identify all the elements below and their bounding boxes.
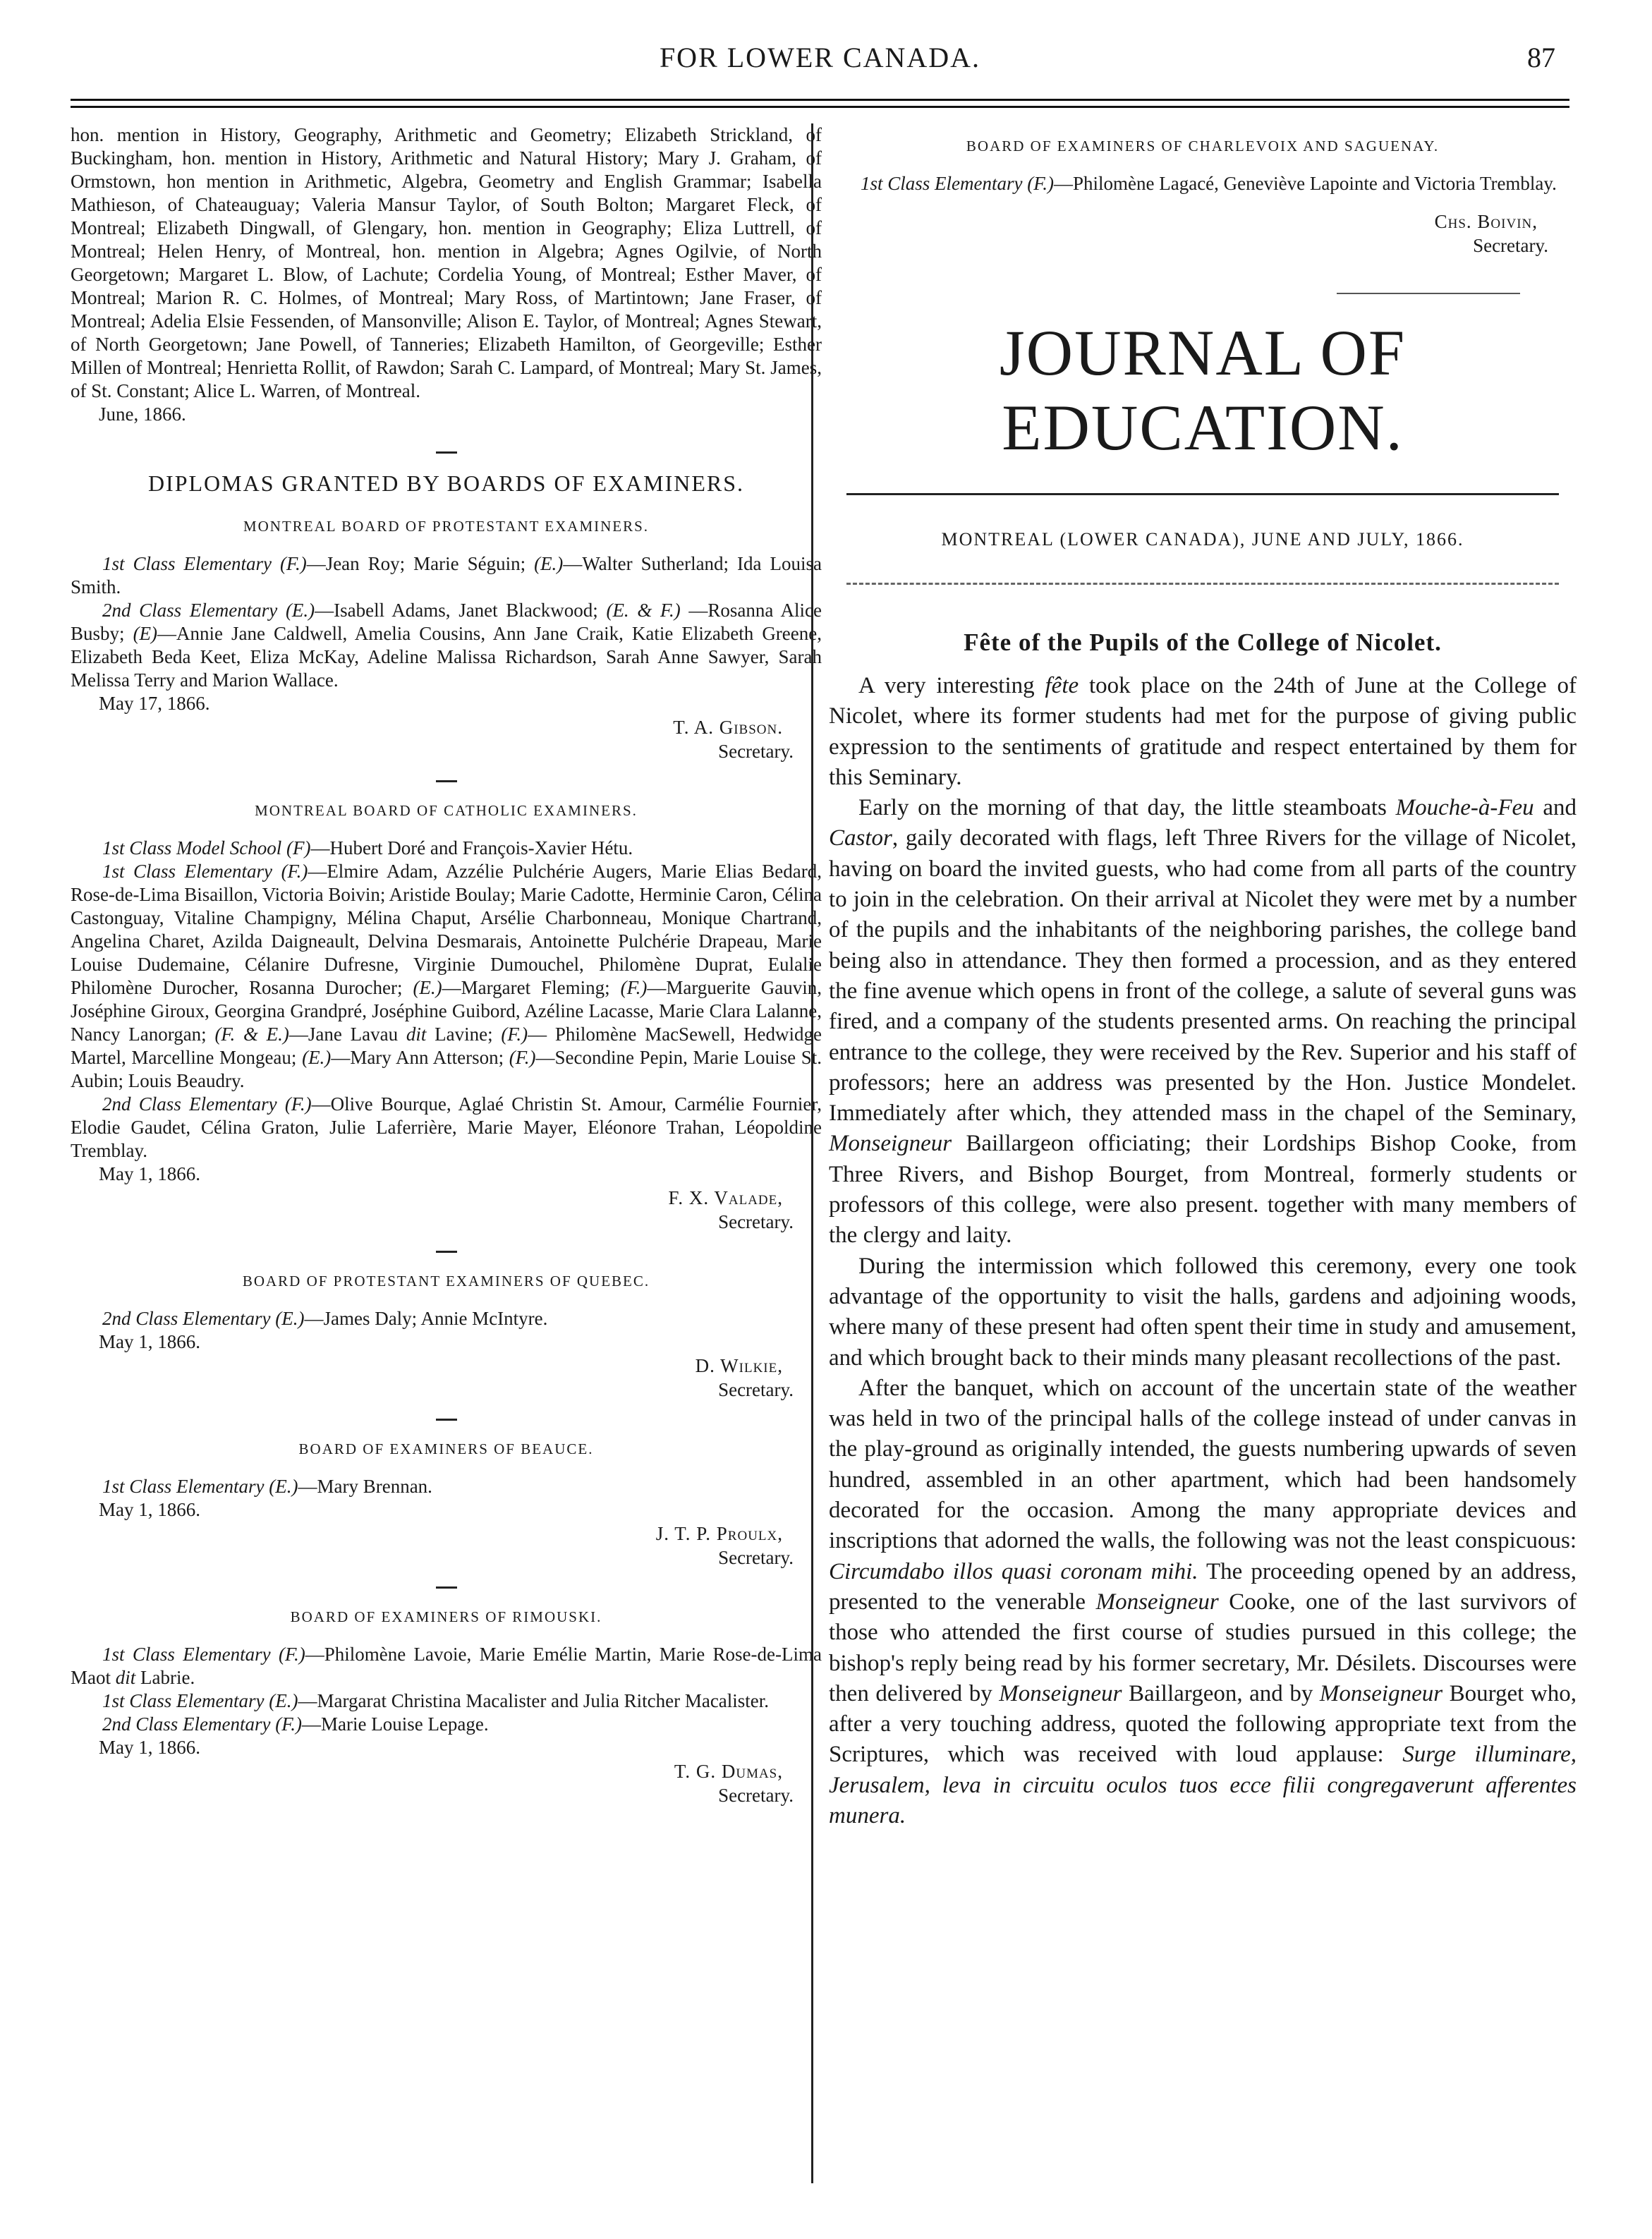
text-run: After the banquet, which on account of the uncertain state of the weather was held in two of the principal halls of the college instead of under canvas in the play-ground as originally intended, the guests numbering upwards of seven hundred, assembled in an other apartment, which had been handsomely decorated for the occasion. Among the many appropriate devices and inscriptions that adorned the walls, the following was not the least conspicuous: <box>829 1375 1577 1554</box>
class-label: 1st Class Elementary <box>102 1644 271 1665</box>
grade-label: (F.) <box>278 1644 305 1665</box>
grade-label: (F.) <box>281 861 308 882</box>
text-run: During the intermission which followed this ceremony, every one took advantage of the opportunity to visit the halls, gardens and adjoining woods, where many of these present had often spent their time in study and amusement, and which brought back to their minds many pleasant recollections of the past. <box>829 1253 1577 1371</box>
text-run: Bourget who, after a very touching address, quoted the following appropriate text from the Scriptures, which was received with loud applause: <box>829 1680 1577 1768</box>
secretary-name: T. G. Dumas, <box>674 1761 783 1782</box>
diploma-entry <box>71 860 822 1093</box>
board-date: May 1, 1866. <box>99 1499 200 1520</box>
names: Labrie. <box>140 1667 195 1688</box>
right-column <box>829 123 1577 1831</box>
text-run: Baillargeon, and by <box>1128 1680 1313 1706</box>
italic-word: Monseigneur <box>1095 1589 1219 1615</box>
secretary-name: D. Wilkie, <box>695 1355 783 1376</box>
header-rule-bottom <box>71 106 1569 108</box>
board-title: BOARD OF PROTESTANT EXAMINERS OF QUEBEC. <box>242 1273 650 1290</box>
italic-word: Monseigneur <box>829 1131 952 1157</box>
names: —Hubert Doré and François-Xavier Hétu. <box>310 837 633 858</box>
names: —Philomène Lagacé, Geneviève Lapointe and Victoria Tremblay. <box>1054 173 1557 194</box>
ornament-rule <box>846 583 1559 586</box>
article-paragraph <box>829 1373 1577 1831</box>
names: —Marguerite Gauvin, Joséphine Giroux, Georgina Grandpré, Joséphine Guibord, Azéline Lacasse, Marie Clara Lalanne, Nancy Lanorgan; <box>71 977 822 1045</box>
board-section <box>71 1440 822 1589</box>
left-column <box>71 123 822 1807</box>
text-run: Baillargeon officiating; their Lordships Bishop Cooke, from Three Rivers, and Bishop Bourget, from Montreal, formerly students or professors of this college, were also present. together with many members of the clergy and laity. <box>829 1131 1577 1249</box>
names: —Jean Roy; Marie Séguin; <box>306 553 526 574</box>
boat-name: Castor <box>829 825 892 851</box>
header-rule-top <box>71 99 1569 101</box>
secretary-role: Secretary. <box>718 1785 794 1806</box>
text-run: The proceeding opened by an address, presented to the venerable <box>829 1558 1577 1615</box>
names: —James Daly; Annie McIntyre. <box>304 1308 548 1329</box>
italic-word: fête <box>1045 673 1079 698</box>
board-section <box>71 518 822 782</box>
separator-dash <box>436 1419 457 1421</box>
text-run: and <box>1543 795 1577 821</box>
intro-date: June, 1866. <box>99 403 186 425</box>
diploma-entry <box>71 599 822 692</box>
diploma-entry <box>71 1475 822 1498</box>
secretary-role: Secretary. <box>718 1547 794 1568</box>
article-body <box>829 671 1577 1831</box>
diploma-entry <box>71 1307 822 1330</box>
grade-label: (E.) <box>269 1476 298 1497</box>
text-run: , gaily decorated with flags, left Three Rivers for the village of Nicolet, having on board the invited guests, who had come from all parts of the country to join in the celebration. On their arrival at Nicolet they were met by a number of the pupils and the inhabitants of the neighboring parishes, the college band being also in attendance. They then formed a procession, and as they entered the fine avenue which opens in front of the college, a salute of several guns was fired, and a company of the students presented arms. On reaching the principal entrance to the college, they were received by the Rev. Superior and his staff of professors; here an address was presented by the Hon. Justice Mondelet. Immediately after which, they attended mass in the chapel of the Seminary, <box>829 825 1577 1127</box>
names: —Jane Lavau <box>289 1024 399 1045</box>
page-number: 87 <box>1527 42 1555 73</box>
journal-subtitle: MONTREAL (LOWER CANADA), JUNE AND JULY, 1866. <box>941 529 1464 550</box>
grade-label: (F.) <box>279 553 307 574</box>
grade-label: (E.) <box>413 977 442 998</box>
title-rule <box>846 493 1559 495</box>
separator-dash <box>436 1251 457 1253</box>
diploma-entry <box>71 1713 822 1736</box>
secretary-name: F. X. Valade, <box>668 1187 783 1208</box>
names: —Olive Bourque, Aglaé Christin St. Amour, Carmélie Fournier, Elodie Gaudet, Célina Graton, Julie Laferrière, Marie Mayer, Eléonore Trahan, Léopoldine Tremblay. <box>71 1093 822 1161</box>
board-section <box>71 1608 822 1807</box>
board-title: BOARD OF EXAMINERS OF RIMOUSKI. <box>290 1608 602 1625</box>
board-section <box>71 1273 822 1421</box>
names: —Mary Ann Atterson; <box>331 1047 504 1068</box>
separator-dash <box>436 451 457 454</box>
secretary-name: T. A. Gibson. <box>673 717 783 738</box>
diplomas-title: DIPLOMAS GRANTED BY BOARDS OF EXAMINERS. <box>147 471 745 496</box>
grade-label: (E.) <box>285 600 315 621</box>
names: —Margaret Fleming; <box>442 977 610 998</box>
names: —Mary Brennan. <box>298 1476 432 1497</box>
names: —Annie Jane Caldwell, Amelia Cousins, Ann Jane Craik, Katie Elizabeth Greene, Elizabeth Beda Keet, Eliza McKay, Adeline Malissa Richardson, Sarah Anne Sawyer, Sarah Melissa Terry and Marion Wallace. <box>71 623 822 691</box>
board-date: May 1, 1866. <box>99 1331 200 1352</box>
diploma-entry <box>71 1643 822 1689</box>
names: —Marie Louise Lepage. <box>301 1713 489 1735</box>
italic-word: Monseigneur <box>1319 1680 1443 1706</box>
board-title: MONTREAL BOARD OF PROTESTANT EXAMINERS. <box>243 518 650 535</box>
diploma-entry <box>71 552 822 599</box>
grade-label: (F. & E.) <box>214 1024 289 1045</box>
grade-label: (E.) <box>275 1308 305 1329</box>
secretary-role: Secretary. <box>718 741 794 762</box>
grade-label: (F.) <box>620 977 648 998</box>
class-label: 1st Class Elementary <box>861 173 1023 194</box>
names: Lavine; <box>435 1024 493 1045</box>
grade-label: (F.) <box>284 1093 312 1115</box>
separator-dash <box>436 780 457 782</box>
grade-label: (E.) <box>534 553 564 574</box>
class-label: 2nd Class Elementary <box>102 1713 271 1735</box>
secretary-role: Secretary. <box>718 1211 794 1232</box>
journal-title: JOURNAL OF EDUCATION. <box>999 317 1407 463</box>
board-section <box>71 802 822 1253</box>
names: —Secondine Pepin, Marie Louise St. Aubin; Louis Beaudry. <box>71 1047 822 1091</box>
class-label: 2nd Class Elementary <box>102 600 278 621</box>
names: —Rosanna Alice Busby; <box>71 600 822 644</box>
running-title: FOR LOWER CANADA. <box>659 42 981 73</box>
text-run: A very interesting <box>858 673 1035 698</box>
article-paragraph <box>829 793 1577 1251</box>
article-paragraph <box>829 1251 1577 1373</box>
names: —Philomène Lavoie, Marie Emélie Martin, Marie Rose-de-Lima Maot <box>71 1644 822 1688</box>
secretary-role: Secretary. <box>718 1379 794 1400</box>
board-title: MONTREAL BOARD OF CATHOLIC EXAMINERS. <box>255 802 638 819</box>
ornament-rule <box>1337 293 1520 294</box>
diploma-entry <box>71 837 822 860</box>
boat-name: Mouche-à-Feu <box>1395 795 1534 821</box>
board-title: BOARD OF EXAMINERS OF CHARLEVOIX AND SAGUENAY. <box>966 138 1440 154</box>
dit-word: dit <box>406 1024 427 1045</box>
latin-inscription: Circumdabo illos quasi coronam mihi. <box>829 1558 1198 1584</box>
class-label: 1st Class Elementary <box>102 861 273 882</box>
grade-label: (F.) <box>1027 173 1054 194</box>
board-date: May 1, 1866. <box>99 1163 200 1184</box>
intro-paragraph: hon. mention in History, Geography, Arithmetic and Geometry; Elizabeth Strickland, of Buckingham, hon. mention in History, Arithmetic and Natural History; Mary J. Graham, of Ormstown, hon mention in Arithmetic, Algebra, Geometry and English Grammar; Isabella Mathieson, of Chateauguay; Valeria Mansur Taylor, of South Bolton; Margaret Fleck, of Montreal; Elizabeth Dingwall, of Glengary, hon. mention in Geography; Eliza Luttrell, of Montreal; Helen Henry, of Montreal, hon. mention in Algebra; Agnes Ogilvie, of North Georgetown; Margaret L. Blow, of Lachute; Cordelia Young, of Montreal; Esther Maver, of Montreal; Marion R. C. Holmes, of Montreal; Mary Ross, of Martintown; Jane Fraser, of Montreal; Adelia Elsie Fessenden, of Mansonville; Alison E. Taylor, of Montreal; Agnes Stewart, of North Georgetown; Jane Powell, of Tanneries; Elizabeth Hamilton, of Georgeville; Esther Millen of Montreal; Henrietta Rollit, of Rawdon; Sarah C. Lampard, of Montreal; Mary St. James, of St. Constant; Alice L. Warren, of Montreal. <box>71 124 822 401</box>
grade-label: (F) <box>286 837 311 858</box>
page-header <box>71 41 1569 90</box>
board-date: May 17, 1866. <box>99 693 210 714</box>
secretary-role: Secretary. <box>1473 235 1548 256</box>
grade-label: (E.) <box>269 1690 298 1711</box>
diploma-entry <box>71 1093 822 1163</box>
grade-label: (E) <box>133 623 158 644</box>
separator-dash <box>436 1586 457 1589</box>
grade-label: (E. & F.) <box>606 600 681 621</box>
text-run: took place on the 24th of June at the College of Nicolet, where its former students had met for the purpose of giving public expression to the sentiments of gratitude and respect entertained by them for this Seminary. <box>829 673 1577 790</box>
class-label: 1st Class Elementary <box>102 1476 265 1497</box>
names: —Isabell Adams, Janet Blackwood; <box>315 600 598 621</box>
text-run: Early on the morning of that day, the little steamboats <box>858 795 1387 821</box>
names: —Margarat Christina Macalister and Julia Ritcher Macalister. <box>298 1690 770 1711</box>
diploma-entry <box>71 1689 822 1713</box>
grade-label: (E.) <box>302 1047 332 1068</box>
diploma-entry <box>829 172 1577 195</box>
secretary-name: Chs. Boivin, <box>1434 211 1538 232</box>
names: —Walter Sutherland; Ida Louisa Smith. <box>71 553 822 597</box>
class-label: 1st Class Elementary <box>102 553 272 574</box>
class-label: 2nd Class Elementary <box>102 1308 271 1329</box>
dit-word: dit <box>115 1667 136 1688</box>
article-paragraph <box>829 671 1577 793</box>
secretary-name: J. T. P. Proulx, <box>655 1523 783 1544</box>
class-label: 1st Class Model School <box>102 837 282 858</box>
class-label: 1st Class Elementary <box>102 1690 265 1711</box>
latin-quote: Surge illuminare, Jerusalem, leva in circuitu oculos tuos ecce filii congregaverunt afferentes munera. <box>829 1742 1577 1828</box>
board-date: May 1, 1866. <box>99 1737 200 1758</box>
text-run: Cooke, one of the last survivors of those who attended the first course of studies pursued in this college; the bishop's reply being read by his former secretary, Mr. Désilets. Discourses were then delivered by <box>829 1589 1577 1706</box>
board-section <box>829 138 1577 257</box>
grade-label: (F.) <box>501 1024 528 1045</box>
class-label: 2nd Class Elementary <box>102 1093 277 1115</box>
grade-label: (F.) <box>275 1713 302 1735</box>
names: —Elmire Adam, Azzélie Pulchérie Augers, Marie Elias Bedard, Rose-de-Lima Bisaillon, Victoria Boivin; Aristide Boulay; Marie Cadotte, Herminie Caron, Célina Castonguay, Vitaline Champigny, Mélina Chaput, Arsélie Charbonneau, Monique Chartrand, Angelina Charet, Azilda Daigneault, Delvina Desmarais, Antoinette Pulchérie Drapeau, Marie Louise Dudemaine, Célanire Dufresne, Virginie Dumouchel, Philomène Duprat, Eulalie Philomène Durocher, Rosanna Durocher; <box>71 861 822 998</box>
board-title: BOARD OF EXAMINERS OF BEAUCE. <box>298 1440 594 1457</box>
grade-label: (F.) <box>509 1047 536 1068</box>
names: — Philomène MacSewell, Hedwidge Martel, Marcelline Mongeau; <box>71 1024 822 1068</box>
italic-word: Monseigneur <box>999 1680 1122 1706</box>
article-title: Fête of the Pupils of the College of Nicolet. <box>964 629 1442 656</box>
